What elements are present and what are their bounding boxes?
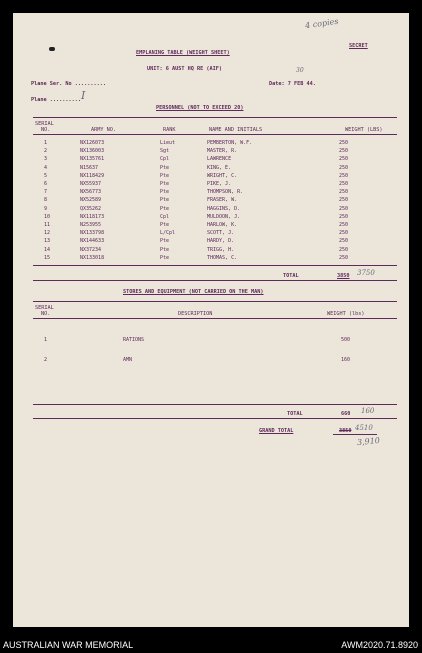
personnel-weight-cell: 250 [339,230,349,237]
personnel-serial-cell: 15 [44,254,51,261]
personnel-rank-cell: Pte [160,246,170,253]
stores-header-weight: WEIGHT (lbs) [327,311,365,317]
personnel-weight-cell: 250 [339,140,349,146]
personnel-rank-cell: Pte [160,197,170,204]
personnel-serial-cell: 8 [44,197,48,204]
stores-header-no: NO. [41,311,51,317]
classification-stamp: SECRET [349,43,368,49]
personnel-weight-cell: 250 [339,172,349,179]
personnel-weight-cell: 250 [339,222,349,228]
personnel-total-value: 3850 [337,273,350,279]
personnel-name-cell: TRIGG, H. [207,246,235,253]
personnel-rank-cell: Pte [160,164,170,171]
personnel-serial-cell: 11 [44,222,51,228]
header-army-no: ARMY NO. [91,127,116,133]
document-page [13,13,409,627]
header-name: NAME AND INITIALS [209,127,263,133]
personnel-serial-cell: 4 [44,164,48,171]
personnel-rank-cell: L/Cpl [160,230,176,237]
personnel-army-no-cell: NX133798 [80,230,105,237]
stores-header-serial: SERIAL [35,305,54,311]
personnel-weight-cell: 250 [339,181,349,187]
personnel-name-cell: PEMBERTON, W.F. [207,140,253,146]
personnel-rank-cell: Cpl [160,213,170,220]
personnel-rank-cell: Pte [160,222,170,228]
stores-total-rule [33,418,397,419]
header-rank: RANK [163,127,176,133]
stores-description-cell: AMN [123,357,133,363]
stores-header-rule [33,318,397,319]
personnel-serial-cell: 6 [44,181,48,187]
personnel-serial-cell: 1 [44,140,48,146]
personnel-name-cell: FRASER, W. [207,197,238,204]
pencil-grand-total: 4510 [355,424,373,432]
footer-left-text: AUSTRALIAN WAR MEMORIAL [3,640,134,650]
pencil-note-margin: 30 [296,67,304,74]
personnel-army-no-cell: NX118173 [80,213,105,220]
stores-heading: STORES AND EQUIPMENT (NOT CARRIED ON THE MAN) [123,289,264,295]
personnel-name-cell: THOMAS, C. [207,254,238,261]
personnel-serial-cell: 7 [44,189,48,196]
personnel-serial-cell: 13 [44,238,51,245]
stores-bottom-rule [33,404,397,405]
personnel-name-cell: LAWRENCE [207,156,232,163]
personnel-army-no-cell: NX56773 [80,189,102,196]
personnel-weight-cell: 250 [339,205,349,212]
personnel-top-rule [33,117,397,118]
personnel-weight-cell: 250 [339,148,349,155]
personnel-weight-cell: 250 [339,238,349,245]
personnel-name-cell: SCOTT, J. [207,230,235,237]
unit-line: UNIT: 6 AUST HQ RE (AIF) [147,66,222,72]
personnel-serial-cell: 14 [44,246,51,253]
personnel-army-no-cell: NX144633 [80,238,105,245]
personnel-weight-cell: 250 [339,156,349,163]
pencil-stores-total: 160 [361,407,375,415]
personnel-name-cell: MULDOON, J. [207,213,241,220]
personnel-name-cell: HAGGINS, D. [207,205,241,212]
stores-description-cell: RATIONS [123,337,145,343]
date-line: Date: 7 FEB 44. [269,81,316,87]
stores-weight-cell: 500 [341,337,351,343]
personnel-total-label: TOTAL [283,273,299,279]
grand-total-label: GRAND TOTAL [259,428,294,434]
personnel-name-cell: WRIGHT, C. [207,172,238,179]
personnel-serial-cell: 10 [44,213,51,220]
personnel-weight-cell: 250 [339,164,349,171]
stores-top-rule [33,301,397,302]
personnel-army-no-cell: NX133018 [80,254,105,261]
plane-serial-label: Plane Ser. No .......... [31,81,106,87]
pencil-plane-number: I [81,89,86,102]
personnel-army-no-cell: NX126073 [80,140,105,146]
personnel-header-rule [33,134,397,135]
personnel-weight-cell: 250 [339,213,349,220]
personnel-name-cell: HARLOW, K. [207,222,238,228]
pencil-personnel-total: 3750 [357,269,375,277]
pencil-grand-total-2: 3,910 [356,435,381,448]
personnel-rank-cell: Pte [160,181,170,187]
personnel-weight-cell: 250 [339,197,349,204]
personnel-name-cell: MASTER, R. [207,148,238,155]
personnel-total-rule [33,280,397,281]
personnel-rank-cell: Sgt [160,148,170,155]
personnel-army-no-cell: N253955 [80,222,102,228]
personnel-army-no-cell: NX52589 [80,197,102,204]
header-weight: WEIGHT (LBS) [345,127,383,133]
personnel-army-no-cell: NX55937 [80,181,102,187]
stores-weight-cell: 160 [341,357,351,363]
stores-total-value: 660 [341,411,351,417]
personnel-name-cell: THOMPSON, R. [207,189,244,196]
grand-total-value: 3850 [339,428,352,434]
personnel-serial-cell: 9 [44,205,48,212]
personnel-weight-cell: 250 [339,254,349,261]
personnel-serial-cell: 3 [44,156,48,163]
personnel-army-no-cell: QX35262 [80,205,102,212]
pencil-note-copies: 4 copies [304,16,339,31]
personnel-name-cell: HARDY, D. [207,238,235,245]
personnel-serial-cell: 2 [44,148,48,155]
document-title: EMPLANING TABLE (WEIGHT SHEET) [136,50,230,56]
personnel-name-cell: PIKE, J. [207,181,232,187]
personnel-serial-cell: 12 [44,230,51,237]
personnel-army-no-cell: N15637 [80,164,99,171]
personnel-army-no-cell: NX136003 [80,148,105,155]
header-no: NO. [41,127,51,133]
personnel-weight-cell: 250 [339,189,349,196]
header-serial: SERIAL [35,121,54,127]
grand-total-rule [333,434,377,435]
personnel-rank-cell: Pte [160,205,170,212]
personnel-weight-cell: 250 [339,246,349,253]
personnel-army-no-cell: NX118429 [80,172,105,179]
stores-serial-cell: 2 [44,357,48,363]
hole-punch-mark [49,47,55,51]
personnel-rank-cell: Cpl [160,156,170,163]
stores-serial-cell: 1 [44,337,48,343]
stores-header-description: DESCRIPTION [178,311,213,317]
personnel-rank-cell: Pte [160,172,170,179]
stores-total-label: TOTAL [287,411,303,417]
personnel-rank-cell: Pte [160,254,170,261]
plane-label: Plane .......... [31,97,81,103]
personnel-name-cell: KING, E. [207,164,232,171]
personnel-army-no-cell: NX37234 [80,246,102,253]
personnel-heading: PERSONNEL (NOT TO EXCEED 20) [156,105,244,111]
personnel-serial-cell: 5 [44,172,48,179]
personnel-rank-cell: Pte [160,189,170,196]
personnel-bottom-rule [33,265,397,266]
personnel-rank-cell: Pte [160,238,170,245]
personnel-army-no-cell: NX135761 [80,156,105,163]
personnel-rank-cell: Lieut [160,140,176,146]
footer-right-text: AWM2020.71.8920 [341,640,418,650]
